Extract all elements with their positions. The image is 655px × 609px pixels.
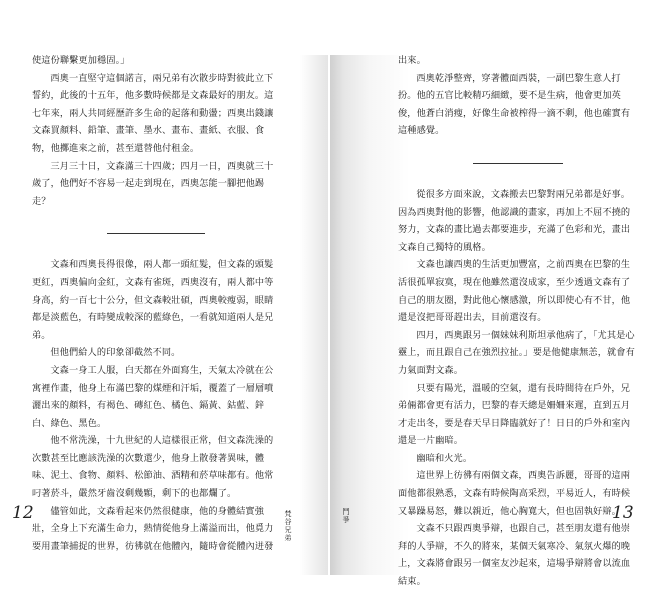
left-page-body xyxy=(32,52,280,555)
page-number-right: 13 xyxy=(612,503,634,523)
gutter-shadow xyxy=(300,55,328,575)
body-paragraph: 儘管如此，文森看起來仍然很健康，他的身體結實強壯，全身上下充滿生命力，熱情從他身上滿溢而出，他覓力要用畫筆捕捉的世界，彷彿就在他體內，隨時會從體內迸發 xyxy=(32,505,274,552)
section-gap xyxy=(398,172,638,186)
right-page-body xyxy=(398,52,638,591)
page-number-left: 12 xyxy=(12,503,34,523)
section-gap xyxy=(398,140,638,154)
body-paragraph: 他不常洗澡，十九世紀的人這樣很正常，但文森洗澡的次數甚至比應該洗澡的次數還少，他身上散發著異味，體味、泥土、食物、顏料、松節油、酒精和菸草味都有。他常叼著菸斗，嚴然牙齒沒剩幾顆，剩下的也都爛了。 xyxy=(32,435,274,500)
running-head-left: 梵谷兄弟 xyxy=(284,510,292,542)
running-head-right: 鬥爭 xyxy=(342,508,350,524)
section-divider xyxy=(32,224,280,242)
body-paragraph: 文森和西奧長得很像，兩人都一頭紅髮，但文森的頭髮更紅，西奧偏向金紅，文森有雀斑，西奧沒有，兩人都中等身高，約一百七十公分，但文森較壯碩，西奧較瘦弱，眼睛都是淡藍色，有時變成較深的藍綠色，一看就知道兩人是兄弟。 xyxy=(32,259,274,341)
body-paragraph: 文森不只跟西奧爭辯，也跟自己，甚至朋友還有他崇拜的人爭辯，不久的將來，某個天氣寒冷、氣氛火爆的晚上，文森將會跟另一個室友沙起來，這場爭辯將會以流血結束。 xyxy=(398,523,631,588)
body-paragraph: 四月，西奧跟另一個妹妹利斯坦承他病了，「尤其是心靈上，而且跟自己在強烈拉扯。」要是他健康無恙，就會有力氣面對文森。 xyxy=(398,329,635,376)
body-paragraph: 使這份聯繫更加穩固。」 xyxy=(32,55,130,66)
body-paragraph: 文森一身工人服，白天都在外面寫生，天氣太冷就在公寓裡作畫，他身上布滿巴黎的煤煙和汗垢，覆蓋了一層層噴灑出來的顏料，有褐色、磚紅色、橘色、鎘黃、鈷藍、鋅白、綠色、黑色。 xyxy=(32,364,274,429)
body-paragraph: 西奧乾淨整齊，穿著體面西裝，一副巴黎生意人打扮。他的五官比較精巧細緻，要不是生病，他會更加英俊，他蒼白消瘦，好像生命被榨得一滴不剩，他也確實有這種感覺。 xyxy=(398,72,631,137)
body-paragraph: 西奧一直堅守這個諾言，兩兄弟有次散步時對彼此立下誓約，此後的十五年，他多數時候都是文森最好的朋友。這七年來，兩人共同經歷許多生命的起落和動盪；西奧出錢讓文森買顏料、鉛筆、畫筆、墨水、畫布、畫紙、衣服、食物，他擲進來之前，甚至還替他付租金。 xyxy=(32,72,274,154)
body-paragraph: 幽暗和火光。 xyxy=(416,452,473,464)
body-paragraph: 出來。 xyxy=(398,55,426,66)
section-divider xyxy=(398,154,638,172)
body-paragraph: 但他們給人的印象卻截然不同。 xyxy=(50,347,181,359)
body-paragraph: 只要有陽光，溫暖的空氣，還有長時間待在戶外，兄弟倆都會更有活力，巴黎的春天總是姍姍來遲，直到五月才走出冬，要是春天早日降臨就好了！日日的戶外和室內還是一片幽暗。 xyxy=(398,382,631,447)
body-paragraph: 這世界上彷彿有兩個文森，西奧告訴麗，哥哥的這兩面他都很熟悉，文森有時候陶高采烈，平易近人，有時候又暴躁易怒，難以親近，他心胸寬大，但也固執好辯。 xyxy=(398,470,631,517)
body-paragraph: 從很多方面來說，文森搬去巴黎對兩兄弟都是好事。因為西奧對他的影響，他認識的畫家，再加上不屈不撓的努力，文森的畫比過去都要進步，充滿了色彩和光，畫出文森自己獨特的風格。 xyxy=(398,188,631,253)
section-gap xyxy=(32,242,280,256)
body-paragraph: 文森也讓西奧的生活更加豐富，之前西奧在巴黎的生活很孤單寂寞，現在他雖然還沒成家，至少透過文森有了自己的朋友圈，對此他心懷感激，所以即使心有不甘，他還是沒把哥哥趕出去，目前還沒有。 xyxy=(398,259,631,324)
section-gap xyxy=(32,210,280,224)
body-paragraph: 三月三十日，文森滿三十四歲；四月一日，西奧就三十歲了，他們好不容易一起走到現在，西奧怎能一腳把他踢走？ xyxy=(32,160,274,207)
